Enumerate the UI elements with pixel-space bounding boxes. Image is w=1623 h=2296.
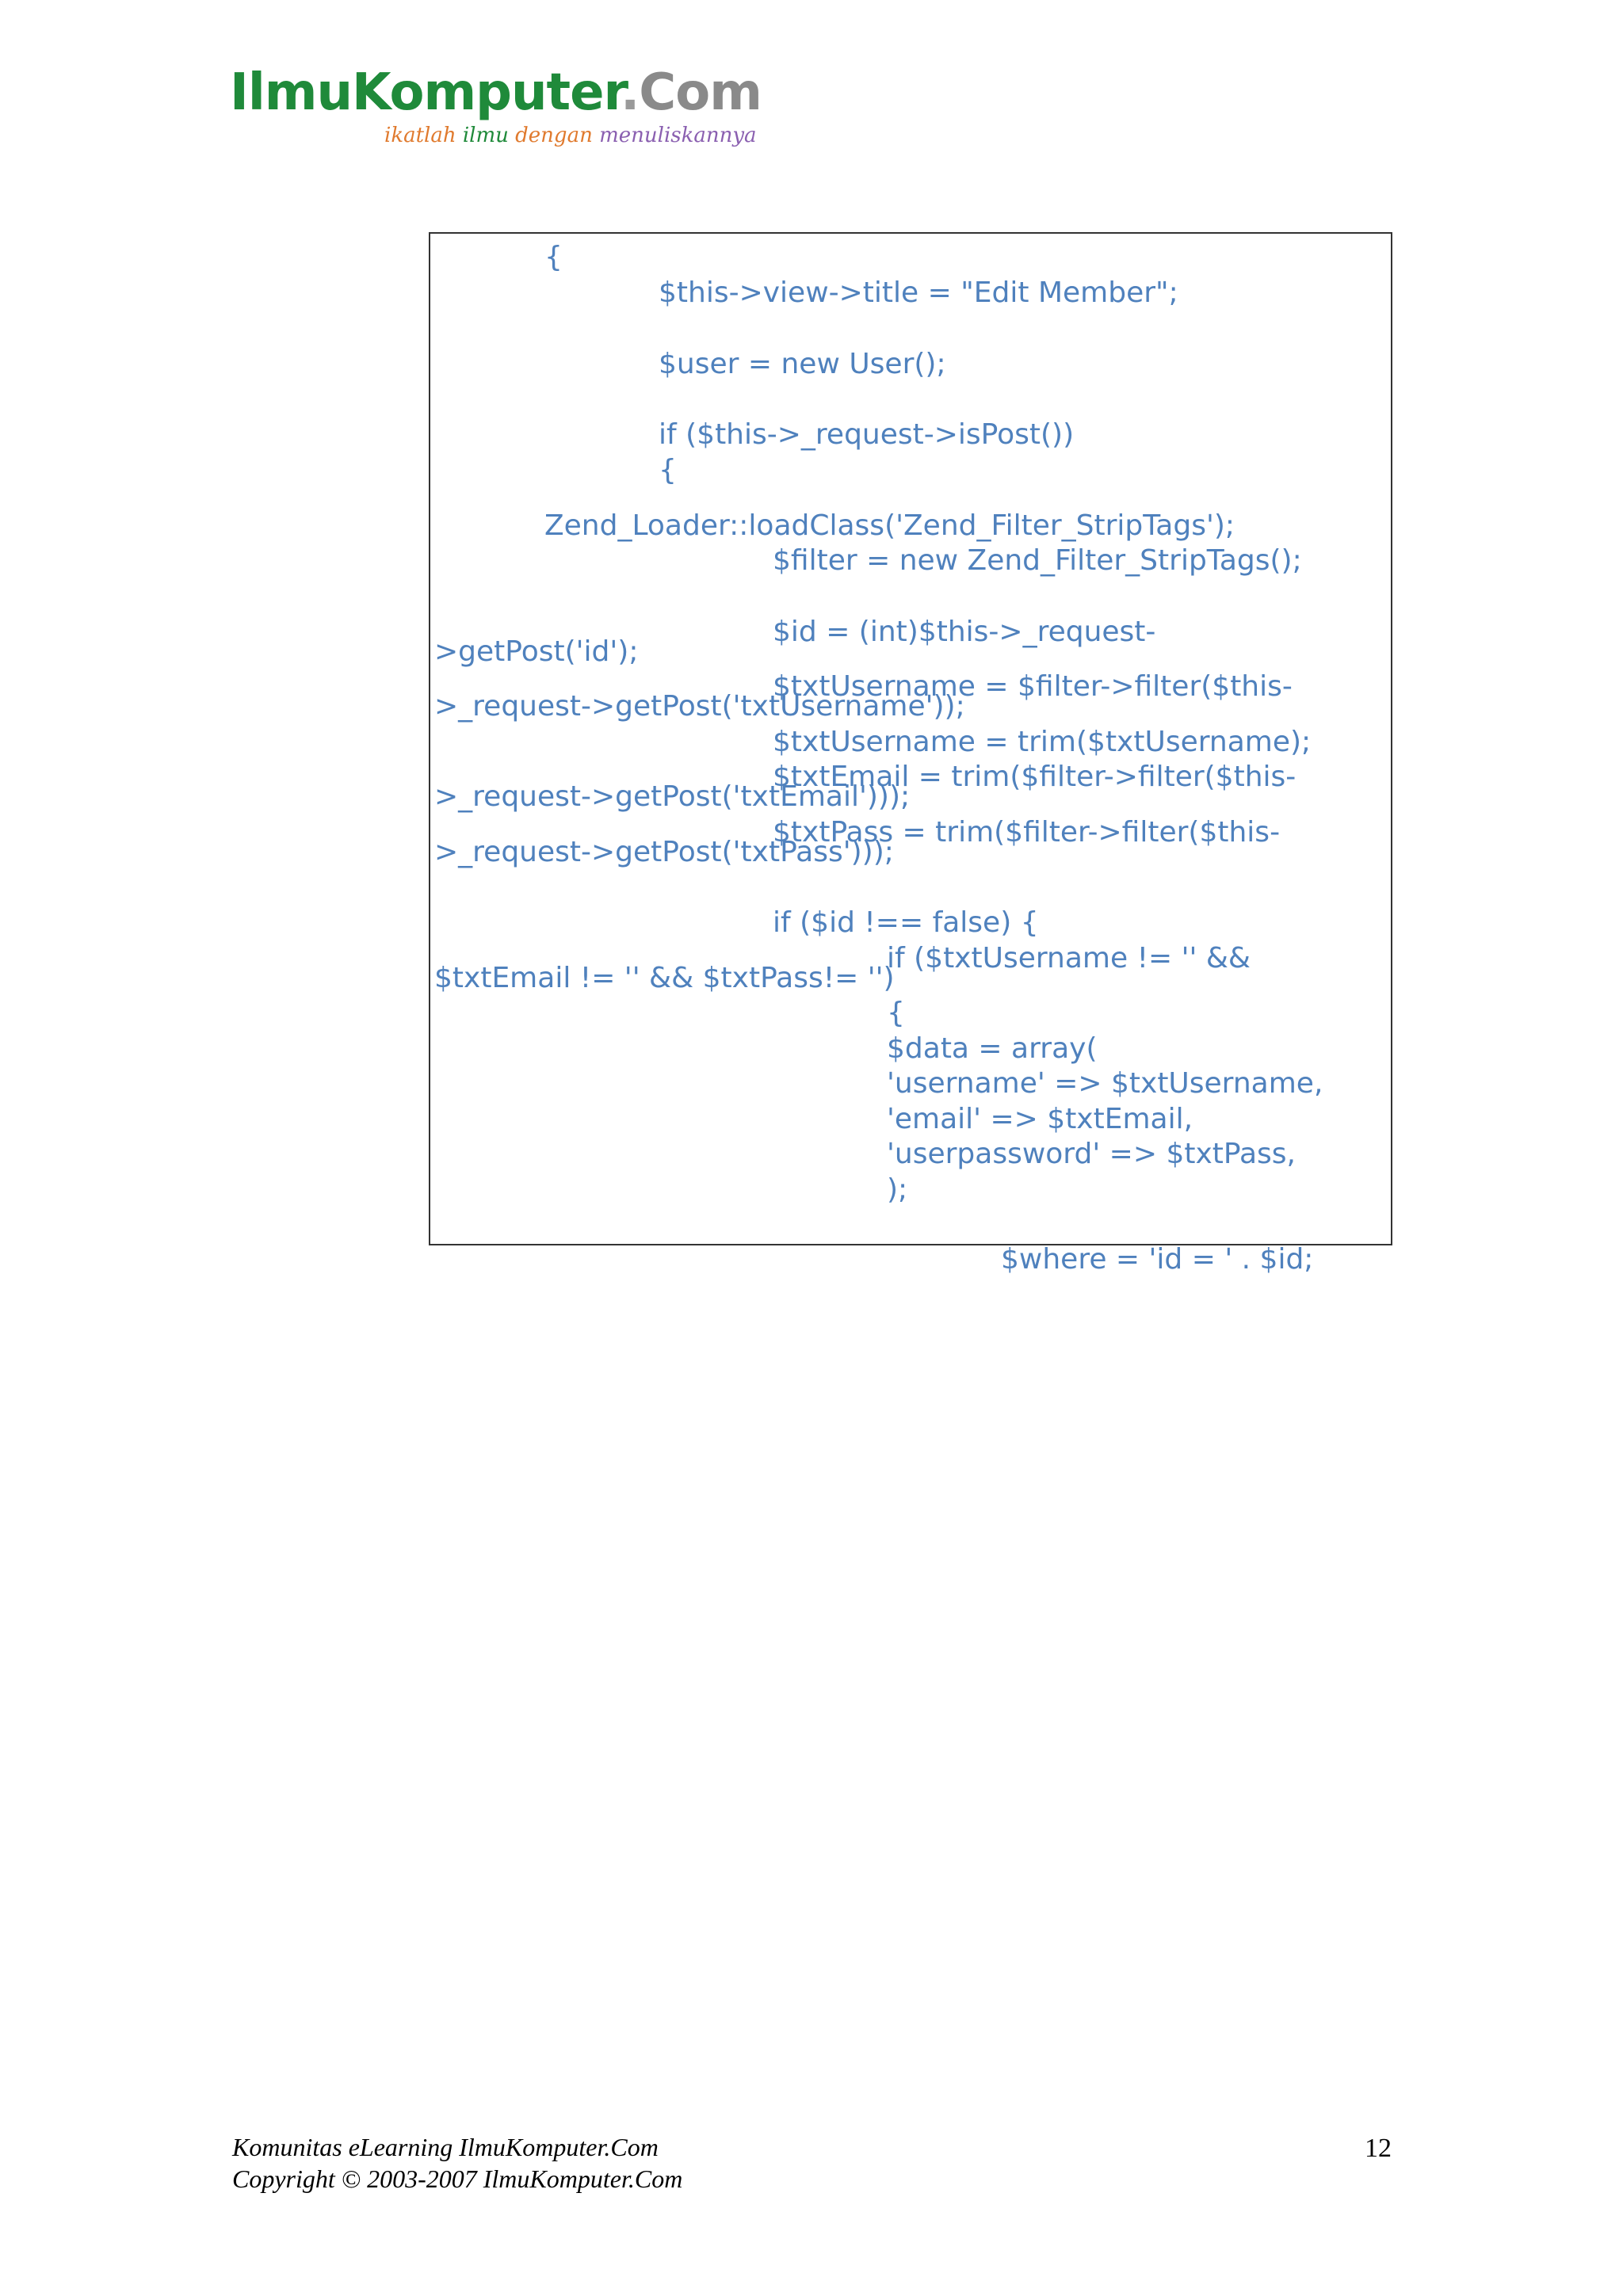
site-logo bbox=[230, 63, 762, 147]
logo-tagline bbox=[384, 124, 757, 147]
tagline-word-2: ilmu bbox=[462, 124, 509, 147]
code-line: >getPost('id'); bbox=[434, 635, 639, 668]
code-line: $txtEmail != '' && $txtPass!= '') bbox=[434, 962, 895, 994]
code-line: >_request->getPost('txtUsername')); bbox=[434, 690, 965, 723]
footer-community: Komunitas eLearning IlmuKomputer.Com bbox=[232, 2133, 659, 2161]
code-line: $where = 'id = ' . $id; bbox=[1001, 1243, 1314, 1276]
code-line: 'username' => $txtUsername, bbox=[887, 1067, 1323, 1100]
code-line: ); bbox=[887, 1173, 908, 1206]
footer-copyright: Copyright © 2003-2007 IlmuKomputer.Com bbox=[232, 2164, 683, 2193]
code-line: $txtUsername = trim($txtUsername); bbox=[773, 726, 1312, 758]
code-line: $data = array( bbox=[887, 1032, 1098, 1065]
code-line: if ($id !== false) { bbox=[773, 906, 1039, 939]
code-line: $id = (int)$this->_request- bbox=[773, 616, 1156, 648]
tagline-word-4: menuliskannya bbox=[599, 124, 757, 147]
code-line: $txtPass = trim($filter->filter($this- bbox=[773, 816, 1281, 849]
code-line: Zend_Loader::loadClass('Zend_Filter_StripTags'); bbox=[544, 509, 1235, 542]
code-line: >_request->getPost('txtPass'))); bbox=[434, 836, 894, 868]
code-line: { bbox=[659, 454, 677, 486]
code-line: if ($txtUsername != '' && bbox=[887, 942, 1251, 974]
code-listing-box bbox=[429, 232, 1392, 1276]
code-line: $user = new User(); bbox=[659, 348, 946, 380]
footer-credits bbox=[232, 2131, 682, 2195]
code-line: $txtEmail = trim($filter->filter($this- bbox=[773, 761, 1296, 793]
code-line: >_request->getPost('txtEmail'))); bbox=[434, 780, 911, 813]
code-line: $filter = new Zend_Filter_StripTags(); bbox=[773, 544, 1302, 577]
code-line: 'email' => $txtEmail, bbox=[887, 1103, 1193, 1135]
code-line: { bbox=[887, 997, 905, 1029]
code-line: if ($this->_request->isPost()) bbox=[659, 418, 1075, 451]
logo-wordmark: IlmuKomputer.Com bbox=[230, 63, 762, 122]
code-line: $this->view->title = "Edit Member"; bbox=[659, 277, 1178, 309]
code-line: { bbox=[544, 241, 563, 273]
code-line: 'userpassword' => $txtPass, bbox=[887, 1138, 1296, 1170]
tagline-word-1: ikatlah bbox=[384, 124, 456, 147]
page-number: 12 bbox=[1365, 2134, 1392, 2163]
code-line: $txtUsername = $filter->filter($this- bbox=[773, 670, 1293, 703]
tagline-word-3: dengan bbox=[515, 124, 593, 147]
